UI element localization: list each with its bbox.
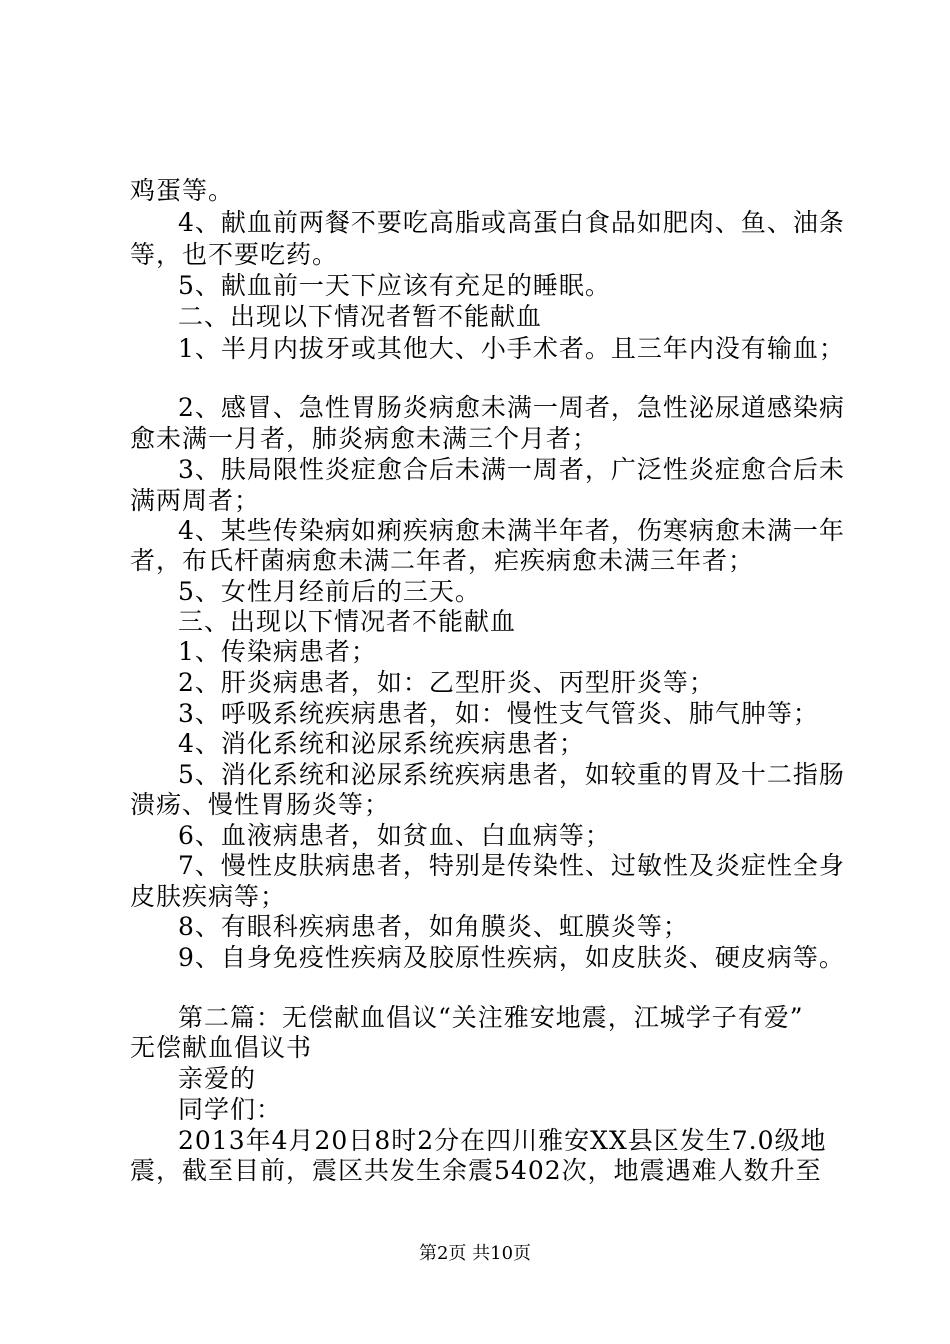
text-line: 皮肤疾病等； — [130, 882, 287, 911]
text-line: 2、肝炎病患者，如：乙型肝炎、丙型肝炎等； — [178, 668, 715, 697]
page-number-footer: 第2页 共10页 — [418, 1243, 532, 1264]
text-line: 震，截至目前，震区共发生余震5402次，地震遇难人数升至 — [130, 1156, 822, 1185]
text-line: 满两周者； — [130, 486, 261, 515]
text-line: 4、献血前两餐不要吃高脂或高蛋白食品如肥肉、鱼、油条 — [178, 208, 845, 237]
text-line: 2、感冒、急性胃肠炎病愈未满一周者，急性泌尿道感染病 — [178, 393, 845, 422]
text-line: 3、呼吸系统疾病患者，如：慢性支气管炎、肺气肿等； — [178, 699, 819, 728]
section-heading: 二、出现以下情况者暂不能献血 — [178, 302, 543, 331]
text-line: 9、自身免疫性疾病及胶原性疾病，如皮肤炎、硬皮病等。 — [178, 943, 845, 972]
text-line: 7、慢性皮肤病患者，特别是传染性、过敏性及炎症性全身 — [178, 851, 845, 880]
salutation: 同学们： — [178, 1095, 283, 1124]
chapter-title: 第二篇：无偿献血倡议“关注雅安地震，江城学子有爱” — [178, 1003, 804, 1032]
text-line: 1、半月内拔牙或其他大、小手术者。且三年内没有输血； — [178, 334, 845, 363]
chapter-title: 无偿献血倡议书 — [130, 1033, 313, 1062]
text-line: 4、某些传染病如痢疾病愈未满半年者，伤寒病愈未满一年 — [178, 516, 845, 545]
salutation: 亲爱的 — [178, 1064, 257, 1093]
text-line: 愈未满一月者，肺炎病愈未满三个月者； — [130, 424, 599, 453]
text-line: 8、有眼科疾病患者，如角膜炎、虹膜炎等； — [178, 912, 689, 941]
text-line: 者，布氏杆菌病愈未满二年者，疟疾病愈未满三年者； — [130, 546, 755, 575]
text-line: 2013年4月20日8时2分在四川雅安XX县区发生7.0级地 — [178, 1126, 827, 1155]
text-line: 3、肤局限性炎症愈合后未满一周者，广泛性炎症愈合后未 — [178, 455, 845, 484]
text-line: 溃疡、慢性胃肠炎等； — [130, 790, 391, 819]
text-line: 5、女性月经前后的三天。 — [178, 577, 481, 606]
text-line: 5、献血前一天下应该有充足的睡眠。 — [178, 271, 611, 300]
text-line: 5、消化系统和泌尿系统疾病患者，如较重的胃及十二指肠 — [178, 760, 845, 789]
text-line: 4、消化系统和泌尿系统疾病患者； — [178, 729, 585, 758]
text-line: 等，也不要吃药。 — [130, 240, 339, 269]
text-line: 6、血液病患者，如贫血、白血病等； — [178, 821, 611, 850]
text-line: 1、传染病患者； — [178, 637, 377, 666]
text-line: 鸡蛋等。 — [130, 176, 235, 205]
section-heading: 三、出现以下情况者不能献血 — [178, 607, 517, 636]
